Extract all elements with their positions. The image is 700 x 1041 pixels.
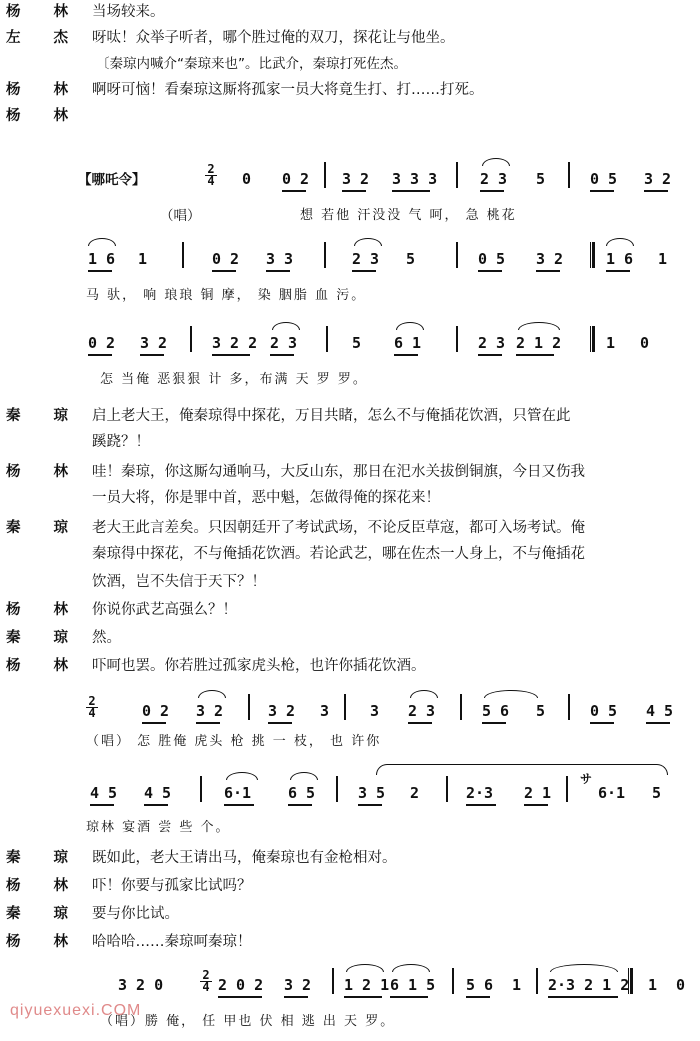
- stage-text: 〔秦琼内喊介“秦琼来也”。比武介，秦琼打死佐杰。: [96, 56, 407, 72]
- dialogue-text: 老大王此言差矣。只因朝廷开了考试武场，不论反臣草寇，都可入场考试。俺: [92, 520, 585, 536]
- dialogue-text: 吓！你要与孤家比试吗？: [92, 878, 252, 894]
- speaker: 杨 林: [6, 658, 83, 674]
- speaker: 杨 林: [6, 108, 83, 124]
- speaker: 左 杰: [6, 30, 83, 46]
- dialogue-text: 秦琼得中探花，不与俺插花饮酒。若论武艺，哪在佐杰一人身上，不与俺插花: [92, 546, 585, 562]
- dialogue-text: 蹊跷？！: [92, 434, 150, 450]
- sa-mark: サ: [580, 772, 593, 786]
- speaker: 杨 林: [6, 4, 83, 20]
- dialogue-text: 一员大将，你是罪中首，恶中魁，怎做得俺的探花来！: [92, 490, 440, 506]
- speaker: 杨 林: [6, 878, 83, 894]
- speaker: 秦 琼: [6, 630, 83, 646]
- dialogue-text: 呀呔！众举子听者，哪个胜过俺的双刀，探花让与他坐。: [92, 30, 455, 46]
- dialogue-text: 启上老大王，俺秦琼得中探花，万目共睹，怎么不与俺插花饮酒，只管在此: [92, 408, 571, 424]
- speaker: 秦 琼: [6, 408, 83, 424]
- dialogue-text: 饮酒，岂不失信于天下？！: [92, 574, 266, 590]
- dialogue-text: 哈哈哈……秦琼呵秦琼！: [92, 934, 252, 950]
- lyrics-row-4: （唱） 怎 胜俺 虎头 枪 挑 一 枝， 也 许你: [86, 734, 382, 749]
- dialogue-text: 然。: [92, 630, 121, 646]
- speaker: 杨 林: [6, 602, 83, 618]
- speaker: 秦 琼: [6, 906, 83, 922]
- notes-row-2: 1 6 1 0 2 3 3 2 3 5 0 5 3 2 1 6 1: [0, 250, 700, 274]
- time-signature: 2 4: [205, 164, 217, 187]
- dialogue-text: 既如此，老大王请出马，俺秦琼也有金枪相对。: [92, 850, 397, 866]
- tune-label: 【哪吒令】: [78, 172, 146, 188]
- notes-row-1: 0 0 2 3 2 3 3 3 2 3 5 0 5 3 2: [0, 170, 700, 194]
- lyrics-row-3: 怎 当俺 恶狠狠 计 多，布满 天 罗 罗。: [100, 372, 368, 387]
- dialogue-text: 当场较来。: [92, 4, 165, 20]
- lyrics-row-2: 马 驮， 响 琅琅 铜 摩， 染 胭脂 血 污。: [86, 288, 367, 303]
- lyrics-row-5: 琼林 宴酒 尝 些 个。: [86, 820, 231, 835]
- watermark: qiyuexuexi.COM: [10, 1002, 142, 1019]
- speaker: 杨 林: [6, 934, 83, 950]
- time-signature: 2 4: [86, 696, 98, 719]
- speaker: 秦 琼: [6, 850, 83, 866]
- notes-row-6: 3 2 0 2 4 2 0 2 3 2 1 2 1 6 1 5 5 6 1 2·3 2 1 2 1 0: [0, 976, 700, 1000]
- lyrics-row-6: （唱）勝 俺， 任 甲也 伏 相 逃 出 天 罗。: [100, 1014, 396, 1029]
- dialogue-text: 吓呵也罢。你若胜过孤家虎头枪，也许你插花饮酒。: [92, 658, 426, 674]
- sing-label: （唱）: [160, 208, 201, 224]
- notes-row-3: 0 2 3 2 3 2 2 2 3 5 6 1 2 3 2 1 2 1 0: [0, 334, 700, 358]
- notes-row-5: 4 5 4 5 6·1 6 5 3 5 2 2·3 2 1 サ 6·1 5: [0, 784, 700, 808]
- dialogue-text: 啊呀可恼！看秦琼这厮将孤家一员大将竟生打、打……打死。: [92, 82, 484, 98]
- notes-row-4: 0 2 3 2 3 2 3 3 2 3 5 6 5 0 5 4 5: [0, 702, 700, 726]
- dialogue-text: 你说你武艺高强么？！: [92, 602, 237, 618]
- speaker: 秦 琼: [6, 520, 83, 536]
- speaker: 杨 林: [6, 82, 83, 98]
- dialogue-text: 要与你比试。: [92, 906, 179, 922]
- speaker: 杨 林: [6, 464, 83, 480]
- dialogue-text: 哇！秦琼，你这厮勾通响马，大反山东，那日在汜水关拔倒铜旗，今日又伤我: [92, 464, 585, 480]
- lyrics-row-1: 想 若他 汗没没 气 呵， 急 桃花: [300, 208, 517, 223]
